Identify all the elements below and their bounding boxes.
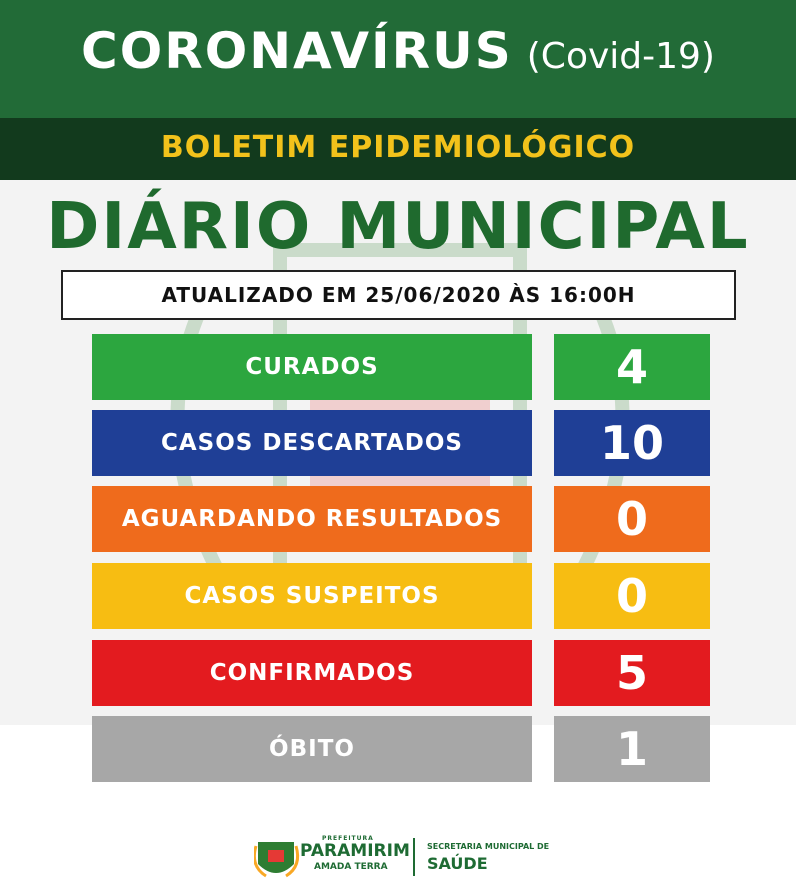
updated-box: ATUALIZADO EM 25/06/2020 ÀS 16:00H (61, 270, 736, 320)
row-value: 0 (554, 563, 710, 629)
row-value: 10 (554, 410, 710, 476)
title-covid19: (Covid-19) (526, 36, 715, 77)
page-title (0, 22, 796, 80)
row-value: 0 (554, 486, 710, 552)
city-name: PARAMIRIM (300, 841, 410, 861)
secretaria-label: SECRETARIA MUNICIPAL DE (427, 842, 550, 851)
row-label: CASOS SUSPEITOS (92, 563, 532, 629)
row-value: 4 (554, 334, 710, 400)
row-label: AGUARDANDO RESULTADOS (92, 486, 532, 552)
row-label: ÓBITO (92, 716, 532, 782)
row-label: CURADOS (92, 334, 532, 400)
row-label: CASOS DESCARTADOS (92, 410, 532, 476)
footer-divider (413, 838, 415, 876)
row-label: CONFIRMADOS (92, 640, 532, 706)
row-value: 5 (554, 640, 710, 706)
health-label: SAÚDE (427, 854, 488, 873)
row-value: 1 (554, 716, 710, 782)
main-heading: DIÁRIO MUNICIPAL (46, 190, 750, 264)
city-tagline: AMADA TERRA (314, 862, 388, 872)
bulletin-title: BOLETIM EPIDEMIOLÓGICO (160, 130, 636, 165)
prefeitura-label: PREFEITURA (322, 835, 374, 842)
title-coronavirus: CORONAVÍRUS (81, 22, 513, 80)
